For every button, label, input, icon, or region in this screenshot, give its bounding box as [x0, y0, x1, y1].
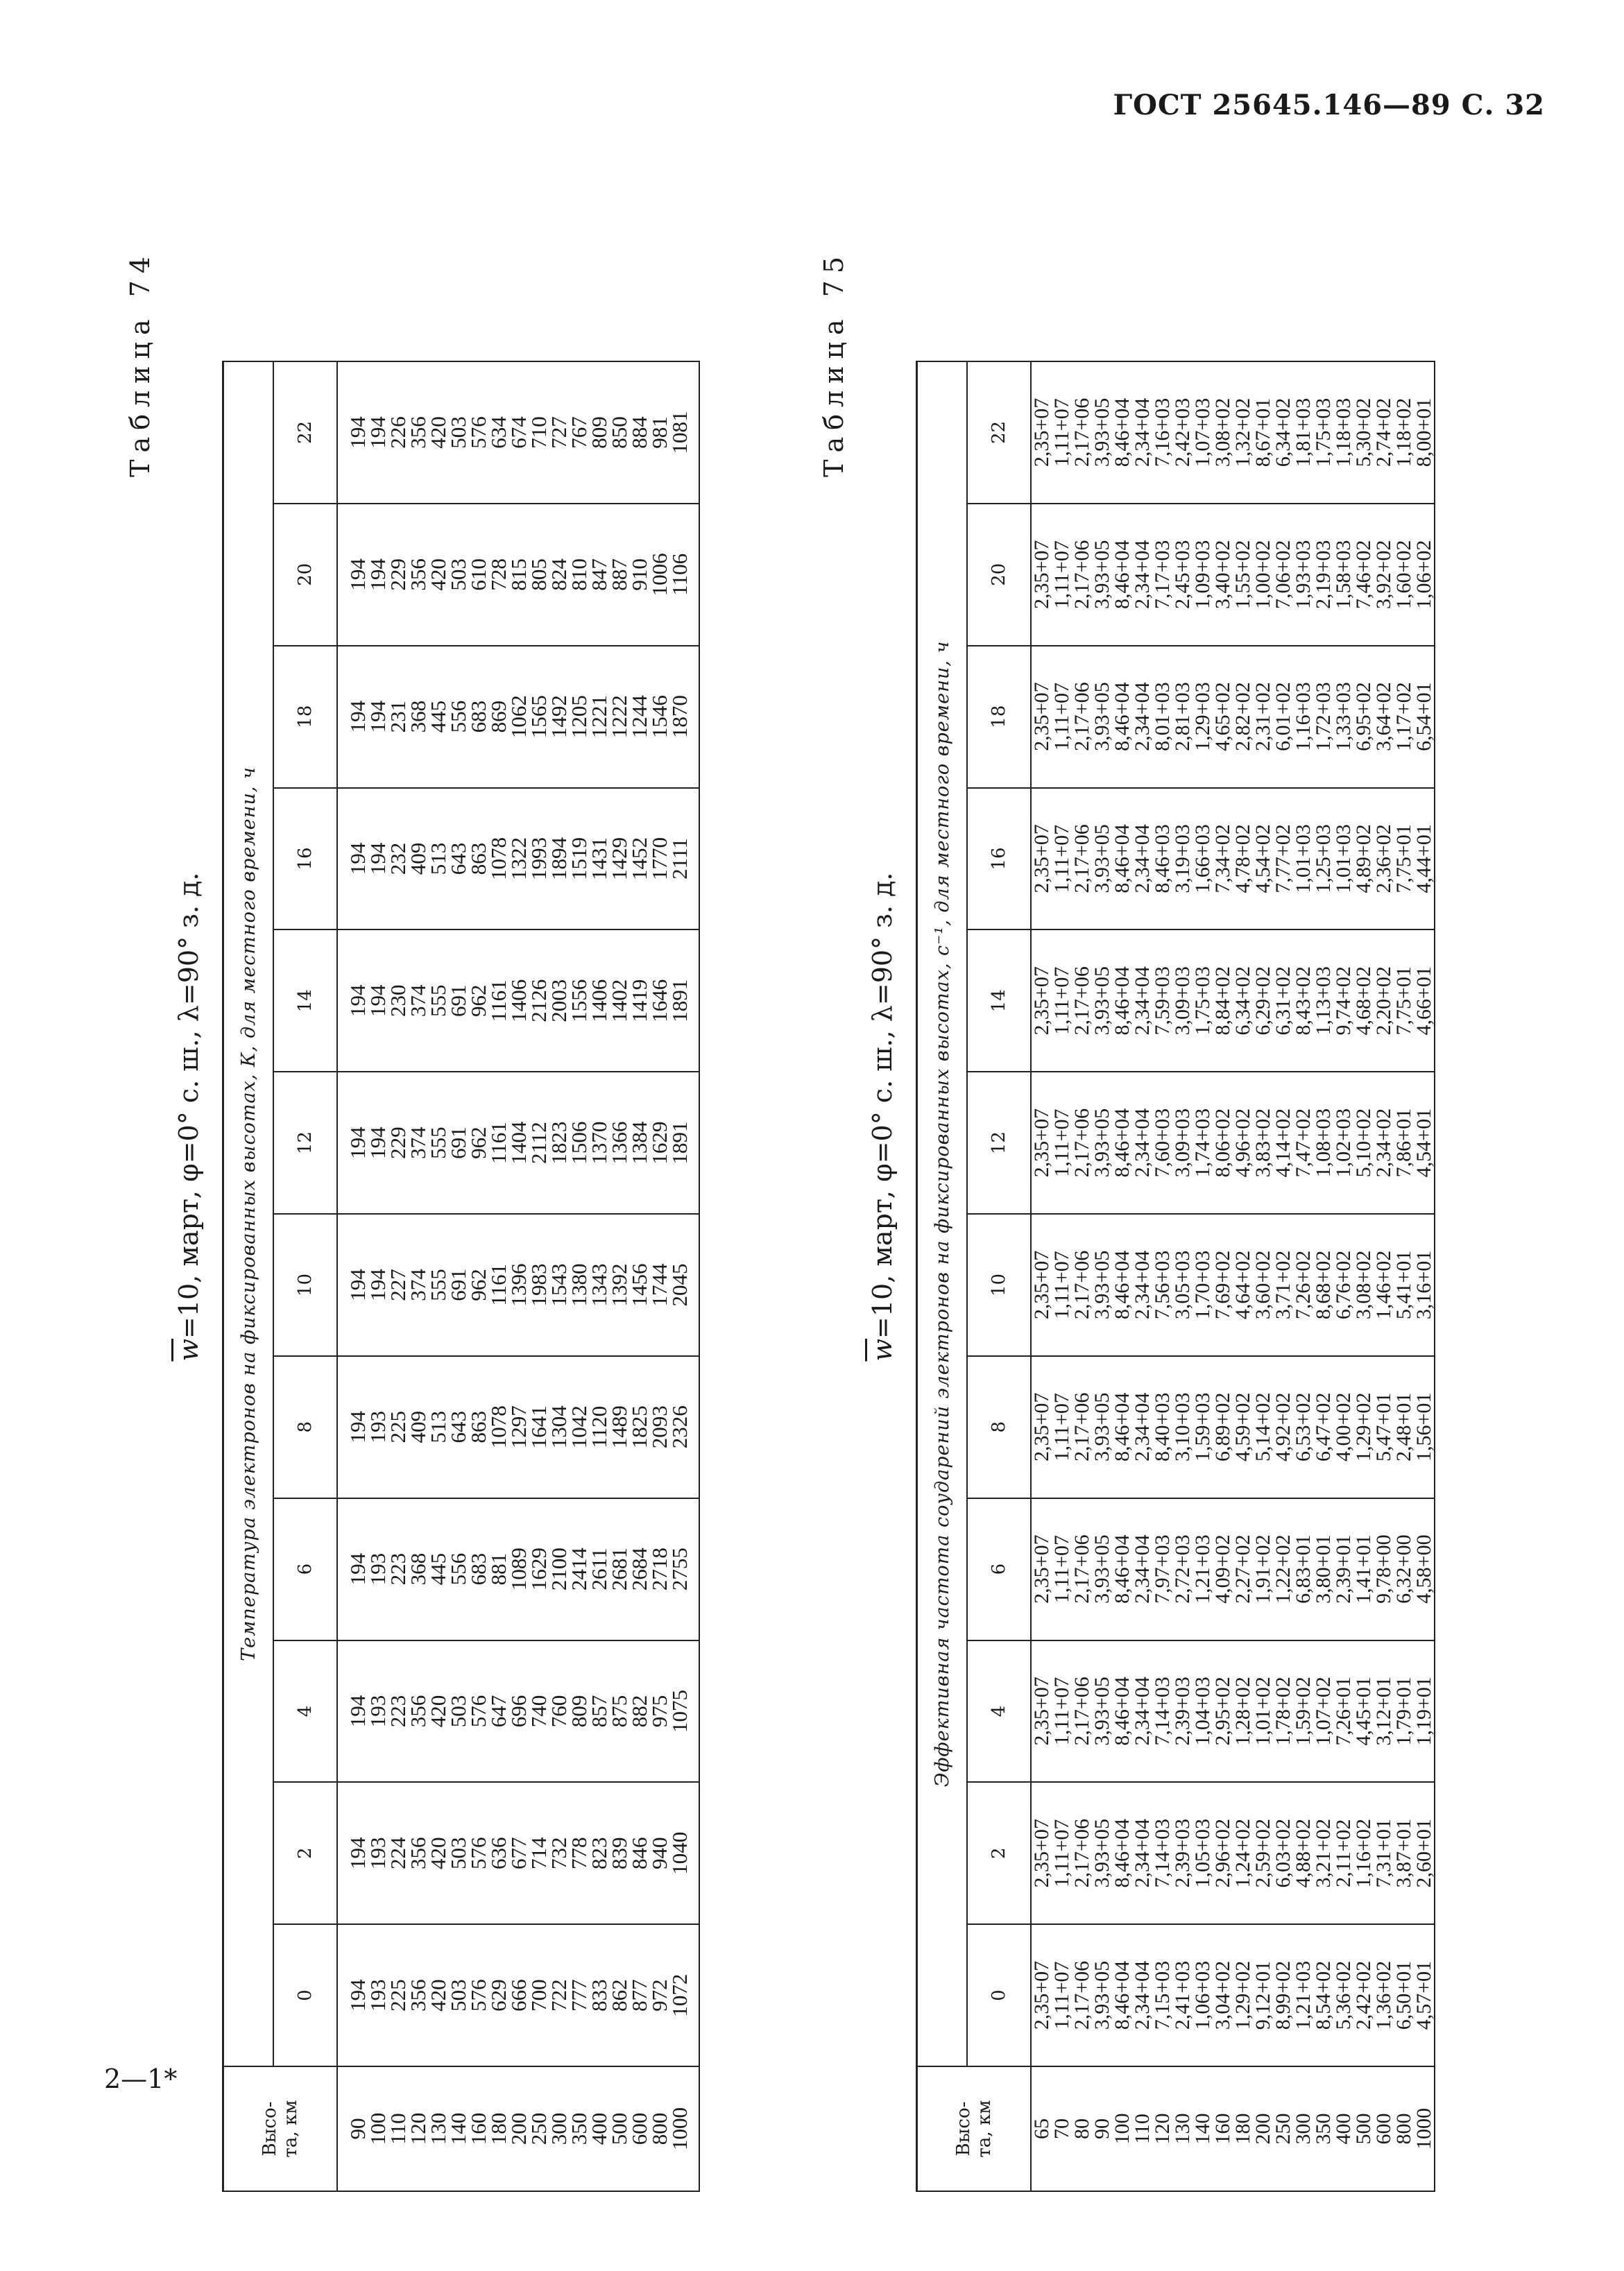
table-75-data-column: 2,35+07 1,11+07 2,17+06 3,93+05 8,46+04 2,34+04 8,40+03 3,10+03 1,59+03 6,89+02 4,59+02 5,14+02 4,92+02 6,53+02 6,47+02 4,00+02 1,29+02 5,47+01 2,48+01 1,56+01 — [1031, 1356, 1435, 1498]
table-74-data-column: 194 193 224 356 420 503 576 636 677 714 732 778 823 839 846 940 1040 — [337, 1782, 699, 1924]
table-75-hour-header: 8 — [967, 1356, 1031, 1498]
table-75-data-column: 2,35+07 1,11+07 2,17+06 3,93+05 8,46+04 2,34+04 7,15+03 2,41+03 1,06+03 3,04+02 1,29+02 9,12+01 8,99+02 1,21+03 8,54+02 5,36+02 2,42+02 1,36+02 6,50+01 4,57+01 — [1031, 1924, 1435, 2066]
table-74-data-column: 194 194 230 374 555 691 962 1161 1406 2126 2003 1556 1406 1402 1419 1646 1891 — [337, 929, 699, 1072]
table-75-data-column: 2,35+07 1,11+07 2,17+06 3,93+05 8,46+04 2,34+04 7,60+03 3,09+03 1,74+03 8,06+02 4,96+02 3,83+02 4,14+02 7,47+02 1,08+03 1,02+03 5,10+02 2,34+02 7,86+01 4,54+01 — [1031, 1072, 1435, 1214]
table-74-data-column: 194 193 225 409 513 643 863 1078 1297 1641 1304 1042 1120 1489 1825 2093 2326 — [337, 1356, 699, 1498]
table-74-hour-header: 22 — [273, 361, 337, 504]
table-74-heights-column: 90 100 110 120 130 140 160 180 200 250 300 350 400 500 600 800 1000 — [337, 2066, 699, 2191]
table-75-heights-column: 65 70 80 90 100 110 120 130 140 160 180 200 250 300 350 400 500 600 800 1000 — [1031, 2066, 1435, 2191]
table-75-block — [805, 42, 1435, 2192]
table-75-hour-header: 14 — [967, 929, 1031, 1072]
table-75-data-column: 2,35+07 1,11+07 2,17+06 3,93+05 8,46+04 2,34+04 7,14+03 2,39+03 1,04+03 2,95+02 1,28+02 1,01+02 1,78+02 1,59+02 1,07+02 7,26+01 4,45+01 3,12+01 1,79+01 1,19+01 — [1031, 1640, 1435, 1783]
table-74-height-header: Высо- та, км — [223, 2066, 338, 2191]
table-75-data-column: 2,35+07 1,11+07 2,17+06 3,93+05 8,46+04 2,34+04 7,59+03 3,09+03 1,75+03 8,84+02 6,34+02 6,29+02 6,31+02 8,43+02 1,13+03 9,74+02 4,68+02 2,20+02 7,75+01 4,66+01 — [1031, 929, 1435, 1072]
table-75-data-column: 2,35+07 1,11+07 2,17+06 3,93+05 8,46+04 2,34+04 7,16+03 2,42+03 1,07+03 3,08+02 1,32+02 8,67+01 6,34+02 1,81+03 1,75+03 1,18+03 5,30+02 2,74+02 1,18+02 8,00+01 — [1031, 361, 1435, 504]
table-74-hour-header: 2 — [273, 1782, 337, 1924]
table-74-data-column: 194 194 229 374 555 691 962 1161 1404 2112 1823 1506 1370 1366 1384 1629 1891 — [337, 1072, 699, 1214]
table-75-hour-header: 22 — [967, 361, 1031, 504]
table-75-body-row — [1031, 361, 1435, 2191]
table-75-label: Таблица 75 — [819, 250, 849, 477]
table-74-hour-header: 12 — [273, 1072, 337, 1214]
table-74-hour-header: 18 — [273, 646, 337, 788]
table-74-w-symbol: $\overline{w}$ — [173, 1338, 204, 1362]
table-74-hour-header: 14 — [273, 929, 337, 1072]
table-75-w-symbol: $\overline{w}$ — [867, 1338, 898, 1362]
table-74-hour-header: 0 — [273, 1924, 337, 2066]
page-folio: 2—1* — [104, 2064, 178, 2094]
table-74-subtitle — [173, 42, 204, 2192]
table-75-group-header: Эффективная частота соударений электронов на фиксированных высотах, с⁻¹, для местного времени, ч — [917, 361, 968, 2066]
table-75-hour-header: 10 — [967, 1214, 1031, 1356]
table-74-data-column: 194 194 227 374 555 691 962 1161 1396 1983 1543 1380 1343 1392 1456 1744 2045 — [337, 1214, 699, 1356]
table-74-subtitle-text: =10, март, φ=0° с. ш., λ=90° з. д. — [173, 872, 204, 1339]
table-75-hour-header: 6 — [967, 1498, 1031, 1640]
table-74-data-column: 194 194 226 356 420 503 576 634 674 710 727 767 809 850 884 981 1081 — [337, 361, 699, 504]
table-75-hour-header: 4 — [967, 1640, 1031, 1783]
table-75-data-column: 2,35+07 1,11+07 2,17+06 3,93+05 8,46+04 2,34+04 7,17+03 2,45+03 1,09+03 3,40+02 1,55+02 1,00+02 7,06+02 1,93+03 2,19+03 1,58+03 7,46+02 3,92+02 1,60+02 1,06+02 — [1031, 504, 1435, 646]
table-75-hour-header: 2 — [967, 1782, 1031, 1924]
table-75-hour-header: 0 — [967, 1924, 1031, 2066]
table-74-data-column: 194 193 223 368 445 556 683 881 1089 1629 2100 2414 2611 2681 2684 2718 2755 — [337, 1498, 699, 1640]
table-74-body-row — [337, 361, 699, 2191]
table-75-data-column: 2,35+07 1,11+07 2,17+06 3,93+05 8,46+04 2,34+04 8,01+03 2,81+03 1,29+03 4,65+02 2,82+02 2,31+02 6,01+02 1,16+03 1,72+03 1,33+03 6,95+02 3,64+02 1,17+02 6,54+01 — [1031, 646, 1435, 788]
table-75-hour-header: 20 — [967, 504, 1031, 646]
table-75-hour-header: 18 — [967, 646, 1031, 788]
table-74-hour-header: 16 — [273, 788, 337, 930]
table-74-label: Таблица 74 — [125, 250, 155, 477]
table-74-group-header: Температура электронов на фиксированных высотах, К, для местного времени, ч — [223, 361, 274, 2066]
table-75-data-column: 2,35+07 1,11+07 2,17+06 3,93+05 8,46+04 2,34+04 8,46+03 3,19+03 1,66+03 7,34+02 4,78+02 4,54+02 7,77+02 1,01+03 1,25+03 1,01+03 4,89+02 2,36+02 7,75+01 4,44+01 — [1031, 788, 1435, 930]
table-75-data-column: 2,35+07 1,11+07 2,17+06 3,93+05 8,46+04 2,34+04 7,97+03 2,72+03 1,21+03 4,09+02 2,27+02 1,91+02 1,22+02 6,83+01 3,80+01 2,39+01 1,41+01 9,78+00 6,32+00 4,58+00 — [1031, 1498, 1435, 1640]
table-75-hour-header: 12 — [967, 1072, 1031, 1214]
table-74-data-column: 194 194 232 409 513 643 863 1078 1322 1993 1894 1519 1431 1429 1452 1770 2111 — [337, 788, 699, 930]
table-75 — [916, 361, 1435, 2192]
table-74-data-column: 194 193 223 356 420 503 576 647 696 740 760 809 857 875 882 975 1075 — [337, 1640, 699, 1783]
table-74-hour-header: 6 — [273, 1498, 337, 1640]
table-74 — [222, 361, 700, 2192]
table-74-data-column: 194 193 225 356 420 503 576 629 666 700 722 777 833 862 877 972 1072 — [337, 1924, 699, 2066]
table-75-data-column: 2,35+07 1,11+07 2,17+06 3,93+05 8,46+04 2,34+04 7,14+03 2,39+03 1,05+03 2,96+02 1,24+02 2,59+02 6,03+02 4,88+02 3,21+02 2,11+02 1,16+02 7,31+01 3,87+01 2,60+01 — [1031, 1782, 1435, 1924]
table-74-hour-header: 10 — [273, 1214, 337, 1356]
table-75-subtitle — [867, 42, 898, 2192]
table-75-hour-header: 16 — [967, 788, 1031, 930]
table-75-data-column: 2,35+07 1,11+07 2,17+06 3,93+05 8,46+04 2,34+04 7,56+03 3,05+03 1,70+03 7,69+02 4,64+02 3,60+02 3,71+02 7,26+02 8,68+02 6,76+02 3,08+02 1,46+02 5,41+01 3,16+01 — [1031, 1214, 1435, 1356]
running-title: ГОСТ 25645.146—89 С. 32 — [1113, 89, 1545, 121]
table-75-height-header: Высо- та, км — [917, 2066, 1032, 2191]
table-74-data-column: 194 194 229 356 420 503 610 728 815 805 824 810 847 887 910 1006 1106 — [337, 504, 699, 646]
table-74-hour-header: 20 — [273, 504, 337, 646]
table-74-data-column: 194 194 231 368 445 556 683 869 1062 1565 1492 1205 1221 1222 1244 1546 1870 — [337, 646, 699, 788]
table-74-block — [111, 42, 721, 2192]
table-74-hour-header: 8 — [273, 1356, 337, 1498]
table-75-subtitle-text: =10, март, φ=0° с. ш., λ=90° з. д. — [867, 872, 898, 1339]
table-74-hour-header: 4 — [273, 1640, 337, 1783]
